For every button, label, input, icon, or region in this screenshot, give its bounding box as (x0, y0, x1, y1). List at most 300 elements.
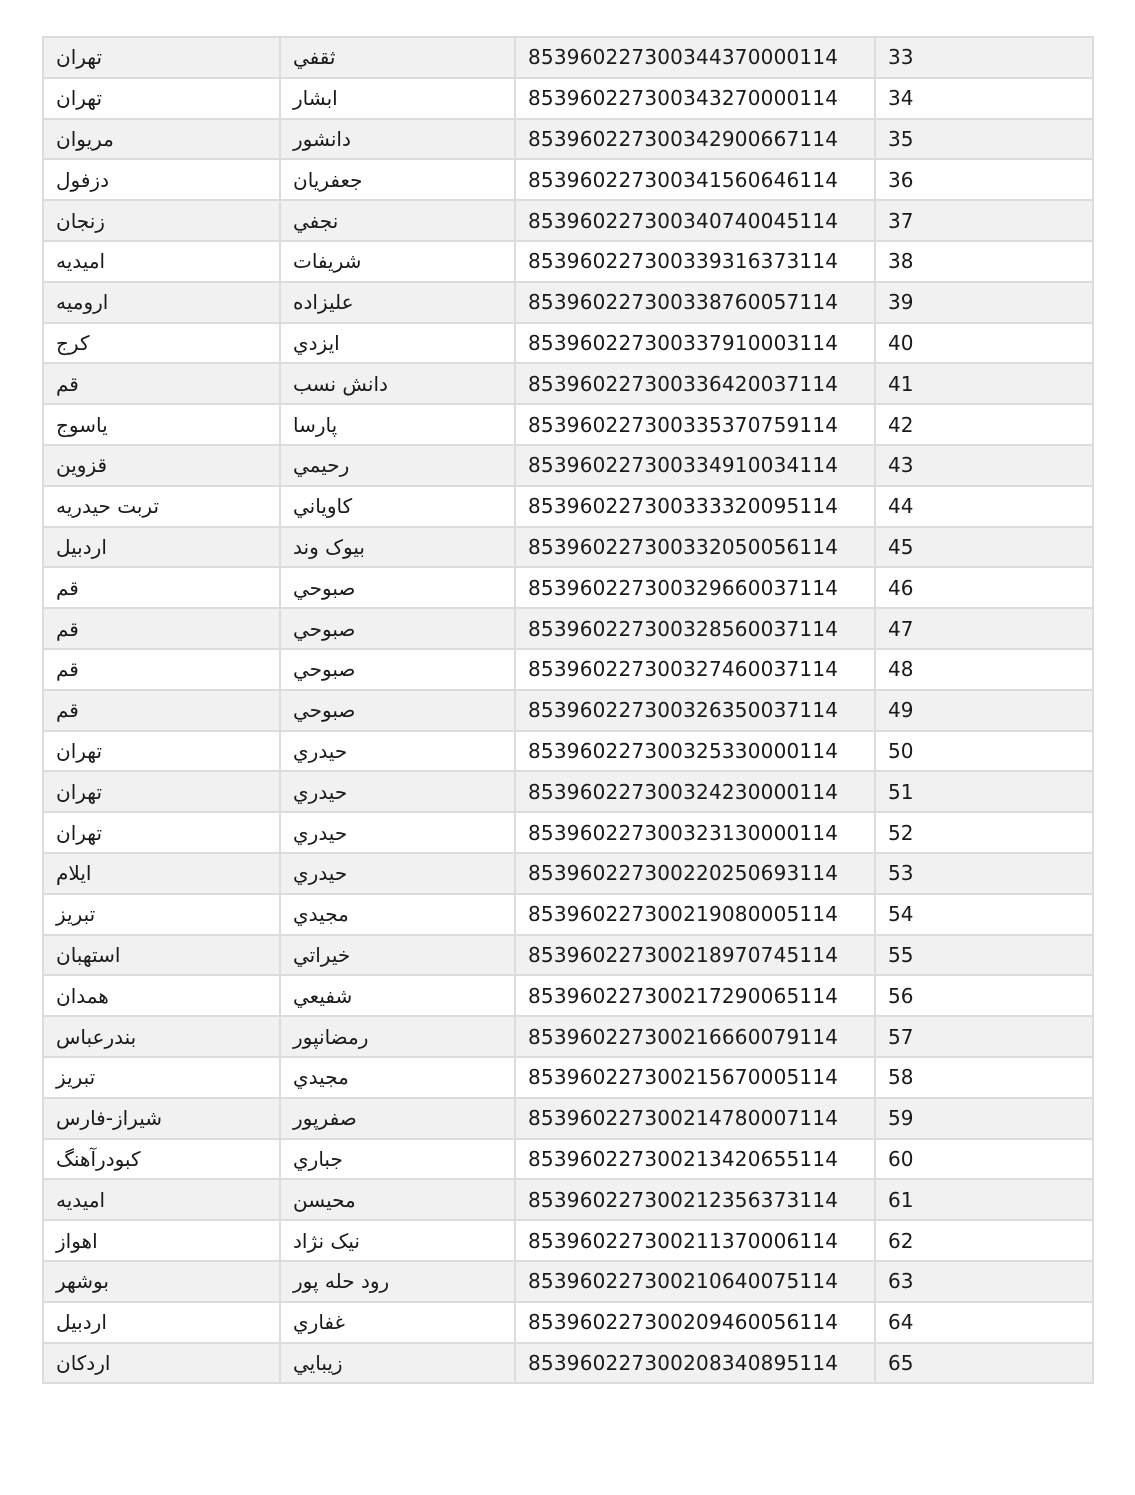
city-cell (43, 935, 280, 976)
name-cell (280, 404, 515, 445)
city-cell-text: قم (56, 657, 79, 682)
code-cell (515, 241, 875, 282)
table-row (43, 323, 1093, 364)
code-cell-text: 853960227300343270000114 (528, 86, 839, 111)
row-number-cell (875, 1139, 1093, 1180)
city-cell (43, 363, 280, 404)
name-cell (280, 1016, 515, 1057)
row-number-cell-text: 51 (888, 779, 914, 804)
name-cell-text: شفيعي (293, 983, 353, 1008)
code-cell (515, 323, 875, 364)
table-row (43, 1057, 1093, 1098)
city-cell-text: ايلام (56, 861, 92, 886)
records-table (42, 36, 1094, 1384)
row-number-cell-text: 58 (888, 1065, 914, 1090)
row-number-cell-text: 61 (888, 1187, 914, 1212)
code-cell-text: 853960227300211370006114 (528, 1228, 839, 1253)
code-cell (515, 527, 875, 568)
code-cell (515, 1057, 875, 1098)
city-cell (43, 690, 280, 731)
code-cell-text: 853960227300218970745114 (528, 942, 839, 967)
code-cell (515, 649, 875, 690)
row-number-cell-text: 40 (888, 330, 914, 355)
row-number-cell (875, 119, 1093, 160)
table-row (43, 935, 1093, 976)
name-cell-text: حيدري (293, 820, 348, 845)
city-cell-text: قم (56, 575, 79, 600)
row-number-cell (875, 323, 1093, 364)
row-number-cell-text: 62 (888, 1228, 914, 1253)
city-cell (43, 649, 280, 690)
code-cell-text: 853960227300338760057114 (528, 290, 839, 315)
city-cell-text: اردكان (56, 1350, 111, 1375)
city-cell (43, 200, 280, 241)
row-number-cell (875, 445, 1093, 486)
name-cell (280, 282, 515, 323)
table-row (43, 1179, 1093, 1220)
code-cell-text: 853960227300335370759114 (528, 412, 839, 437)
city-cell-text: اميديه (56, 1187, 106, 1212)
table-row (43, 1261, 1093, 1302)
name-cell-text: صبوحي (293, 575, 356, 600)
code-cell (515, 78, 875, 119)
row-number-cell (875, 1220, 1093, 1261)
row-number-cell (875, 853, 1093, 894)
city-cell-text: تهران (56, 86, 103, 111)
row-number-cell (875, 1343, 1093, 1384)
name-cell (280, 731, 515, 772)
name-cell-text: خيراتي (293, 942, 351, 967)
name-cell (280, 1139, 515, 1180)
name-cell (280, 527, 515, 568)
name-cell (280, 1179, 515, 1220)
table-row (43, 690, 1093, 731)
name-cell-text: غفاري (293, 1310, 345, 1335)
name-cell-text: محيسن (293, 1187, 356, 1212)
row-number-cell (875, 159, 1093, 200)
city-cell (43, 119, 280, 160)
name-cell (280, 608, 515, 649)
row-number-cell (875, 1016, 1093, 1057)
table-row (43, 649, 1093, 690)
table-row (43, 527, 1093, 568)
code-cell (515, 894, 875, 935)
row-number-cell-text: 54 (888, 902, 914, 927)
code-cell (515, 1139, 875, 1180)
name-cell (280, 200, 515, 241)
row-number-cell (875, 690, 1093, 731)
row-number-cell-text: 46 (888, 575, 914, 600)
name-cell (280, 445, 515, 486)
city-cell (43, 282, 280, 323)
name-cell (280, 1220, 515, 1261)
code-cell (515, 608, 875, 649)
name-cell-text: زيبايي (293, 1350, 343, 1375)
name-cell (280, 853, 515, 894)
code-cell (515, 282, 875, 323)
city-cell-text: قزوين (56, 453, 108, 478)
name-cell (280, 1261, 515, 1302)
row-number-cell (875, 78, 1093, 119)
code-cell-text: 853960227300340740045114 (528, 208, 839, 233)
city-cell-text: اردبيل (56, 534, 107, 559)
row-number-cell-text: 64 (888, 1310, 914, 1335)
name-cell-text: شريفات (293, 249, 362, 274)
code-cell-text: 853960227300341560646114 (528, 167, 839, 192)
row-number-cell (875, 1302, 1093, 1343)
name-cell (280, 567, 515, 608)
row-number-cell (875, 486, 1093, 527)
table-row (43, 404, 1093, 445)
code-cell-text: 853960227300209460056114 (528, 1310, 839, 1335)
city-cell-text: كبودرآهنگ (56, 1146, 141, 1171)
records-table-body (43, 37, 1093, 1383)
name-cell (280, 690, 515, 731)
row-number-cell (875, 894, 1093, 935)
code-cell (515, 404, 875, 445)
name-cell-text: دانشور (293, 126, 351, 151)
name-cell-text: ثقفي (293, 45, 336, 70)
name-cell (280, 119, 515, 160)
code-cell-text: 853960227300332050056114 (528, 534, 839, 559)
name-cell-text: مجيدي (293, 1065, 349, 1090)
city-cell (43, 37, 280, 78)
table-row (43, 241, 1093, 282)
city-cell (43, 1220, 280, 1261)
city-cell-text: تهران (56, 45, 103, 70)
code-cell-text: 853960227300328560037114 (528, 616, 839, 641)
row-number-cell (875, 200, 1093, 241)
city-cell-text: اهواز (56, 1228, 98, 1253)
city-cell (43, 1139, 280, 1180)
name-cell-text: ابشار (293, 86, 338, 111)
city-cell (43, 1016, 280, 1057)
city-cell (43, 1261, 280, 1302)
city-cell (43, 527, 280, 568)
name-cell (280, 363, 515, 404)
code-cell (515, 486, 875, 527)
city-cell (43, 445, 280, 486)
city-cell (43, 486, 280, 527)
row-number-cell-text: 38 (888, 249, 914, 274)
row-number-cell-text: 36 (888, 167, 914, 192)
name-cell-text: نجفي (293, 208, 339, 233)
table-row (43, 78, 1093, 119)
code-cell-text: 853960227300333320095114 (528, 494, 839, 519)
row-number-cell-text: 45 (888, 534, 914, 559)
table-row (43, 486, 1093, 527)
table-row (43, 1220, 1093, 1261)
name-cell (280, 78, 515, 119)
city-cell-text: تهران (56, 820, 103, 845)
row-number-cell-text: 35 (888, 126, 914, 151)
row-number-cell (875, 731, 1093, 772)
row-number-cell-text: 65 (888, 1350, 914, 1375)
city-cell-text: اميديه (56, 249, 106, 274)
code-cell (515, 119, 875, 160)
row-number-cell (875, 771, 1093, 812)
row-number-cell (875, 935, 1093, 976)
name-cell (280, 37, 515, 78)
name-cell (280, 1098, 515, 1139)
code-cell (515, 445, 875, 486)
city-cell-text: تبريز (56, 1065, 96, 1090)
row-number-cell (875, 1261, 1093, 1302)
name-cell-text: بیوک وند (293, 534, 365, 559)
row-number-cell-text: 57 (888, 1024, 914, 1049)
row-number-cell-text: 44 (888, 494, 914, 519)
code-cell (515, 200, 875, 241)
name-cell (280, 935, 515, 976)
row-number-cell-text: 53 (888, 861, 914, 886)
name-cell-text: رحيمي (293, 453, 350, 478)
code-cell (515, 37, 875, 78)
row-number-cell (875, 1098, 1093, 1139)
code-cell-text: 853960227300337910003114 (528, 330, 839, 355)
row-number-cell (875, 241, 1093, 282)
name-cell-text: رود حله پور (293, 1269, 390, 1294)
code-cell-text: 853960227300339316373114 (528, 249, 839, 274)
city-cell (43, 1343, 280, 1384)
code-cell (515, 1016, 875, 1057)
code-cell (515, 159, 875, 200)
city-cell (43, 975, 280, 1016)
city-cell-text: همدان (56, 983, 109, 1008)
name-cell-text: ايزدي (293, 330, 340, 355)
code-cell (515, 1098, 875, 1139)
city-cell (43, 853, 280, 894)
row-number-cell (875, 363, 1093, 404)
table-row (43, 567, 1093, 608)
row-number-cell-text: 48 (888, 657, 914, 682)
code-cell (515, 975, 875, 1016)
row-number-cell (875, 975, 1093, 1016)
row-number-cell (875, 282, 1093, 323)
city-cell-text: بندرعباس (56, 1024, 137, 1049)
row-number-cell (875, 649, 1093, 690)
code-cell (515, 853, 875, 894)
name-cell-text: جعفريان (293, 167, 363, 192)
name-cell (280, 649, 515, 690)
city-cell (43, 1057, 280, 1098)
records-table-container (42, 36, 1092, 1384)
name-cell-text: صفرپور (293, 1106, 357, 1131)
city-cell-text: شيراز-فارس (56, 1106, 162, 1131)
city-cell (43, 241, 280, 282)
code-cell-text: 853960227300220250693114 (528, 861, 839, 886)
name-cell-text: دانش نسب (293, 371, 388, 396)
code-cell-text: 853960227300212356373114 (528, 1187, 839, 1212)
city-cell-text: ياسوج (56, 412, 108, 437)
row-number-cell-text: 59 (888, 1106, 914, 1131)
code-cell-text: 853960227300344370000114 (528, 45, 839, 70)
name-cell-text: حيدري (293, 779, 348, 804)
code-cell (515, 1179, 875, 1220)
table-row (43, 159, 1093, 200)
table-row (43, 119, 1093, 160)
row-number-cell-text: 63 (888, 1269, 914, 1294)
row-number-cell-text: 55 (888, 942, 914, 967)
city-cell (43, 567, 280, 608)
row-number-cell-text: 39 (888, 290, 914, 315)
city-cell-text: زنجان (56, 208, 105, 233)
code-cell-text: 853960227300334910034114 (528, 453, 839, 478)
code-cell (515, 812, 875, 853)
row-number-cell-text: 52 (888, 820, 914, 845)
name-cell-text: صبوحي (293, 616, 356, 641)
code-cell-text: 853960227300219080005114 (528, 902, 839, 927)
city-cell-text: تهران (56, 779, 103, 804)
code-cell (515, 731, 875, 772)
city-cell (43, 78, 280, 119)
row-number-cell (875, 812, 1093, 853)
code-cell-text: 853960227300323130000114 (528, 820, 839, 845)
name-cell (280, 894, 515, 935)
row-number-cell-text: 34 (888, 86, 914, 111)
city-cell-text: قم (56, 698, 79, 723)
table-row (43, 282, 1093, 323)
city-cell-text: قم (56, 371, 79, 396)
table-row (43, 608, 1093, 649)
row-number-cell-text: 33 (888, 45, 914, 70)
name-cell-text: پارسا (293, 412, 338, 437)
city-cell-text: تهران (56, 738, 103, 763)
table-row (43, 731, 1093, 772)
name-cell (280, 486, 515, 527)
table-row (43, 894, 1093, 935)
code-cell-text: 853960227300324230000114 (528, 779, 839, 804)
table-row (43, 812, 1093, 853)
name-cell-text: صبوحي (293, 657, 356, 682)
code-cell (515, 690, 875, 731)
code-cell-text: 853960227300213420655114 (528, 1146, 839, 1171)
code-cell (515, 1302, 875, 1343)
city-cell (43, 1098, 280, 1139)
city-cell (43, 771, 280, 812)
city-cell-text: كرج (56, 330, 90, 355)
row-number-cell-text: 42 (888, 412, 914, 437)
row-number-cell-text: 47 (888, 616, 914, 641)
code-cell-text: 853960227300215670005114 (528, 1065, 839, 1090)
code-cell (515, 935, 875, 976)
name-cell (280, 812, 515, 853)
table-row (43, 1098, 1093, 1139)
code-cell (515, 363, 875, 404)
name-cell (280, 323, 515, 364)
city-cell (43, 1179, 280, 1220)
name-cell (280, 159, 515, 200)
code-cell (515, 1220, 875, 1261)
name-cell (280, 1057, 515, 1098)
name-cell-text: جباري (293, 1146, 343, 1171)
table-row (43, 37, 1093, 78)
city-cell (43, 894, 280, 935)
table-row (43, 1302, 1093, 1343)
city-cell-text: مريوان (56, 126, 114, 151)
table-row (43, 975, 1093, 1016)
code-cell-text: 853960227300208340895114 (528, 1350, 839, 1375)
row-number-cell (875, 404, 1093, 445)
code-cell-text: 853960227300336420037114 (528, 371, 839, 396)
code-cell (515, 1261, 875, 1302)
city-cell-text: استهبان (56, 942, 121, 967)
city-cell-text: دزفول (56, 167, 109, 192)
table-row (43, 1139, 1093, 1180)
table-row (43, 445, 1093, 486)
code-cell-text: 853960227300216660079114 (528, 1024, 839, 1049)
city-cell-text: ارومیه (56, 290, 109, 315)
code-cell (515, 1343, 875, 1384)
city-cell (43, 323, 280, 364)
table-row (43, 853, 1093, 894)
name-cell-text: حيدري (293, 861, 348, 886)
code-cell-text: 853960227300214780007114 (528, 1106, 839, 1131)
name-cell (280, 241, 515, 282)
name-cell (280, 771, 515, 812)
name-cell-text: رمضانپور (293, 1024, 369, 1049)
row-number-cell-text: 37 (888, 208, 914, 233)
city-cell-text: بوشهر (56, 1269, 109, 1294)
code-cell-text: 853960227300325330000114 (528, 738, 839, 763)
name-cell-text: صبوحي (293, 698, 356, 723)
code-cell (515, 771, 875, 812)
row-number-cell (875, 608, 1093, 649)
row-number-cell-text: 50 (888, 738, 914, 763)
table-row (43, 363, 1093, 404)
table-row (43, 771, 1093, 812)
city-cell (43, 731, 280, 772)
name-cell (280, 1343, 515, 1384)
row-number-cell-text: 41 (888, 371, 914, 396)
code-cell (515, 567, 875, 608)
name-cell-text: حيدري (293, 738, 348, 763)
row-number-cell-text: 49 (888, 698, 914, 723)
name-cell (280, 1302, 515, 1343)
city-cell (43, 608, 280, 649)
city-cell (43, 812, 280, 853)
row-number-cell (875, 527, 1093, 568)
table-row (43, 1343, 1093, 1384)
row-number-cell-text: 56 (888, 983, 914, 1008)
row-number-cell (875, 1057, 1093, 1098)
city-cell-text: اردبيل (56, 1310, 107, 1335)
row-number-cell (875, 1179, 1093, 1220)
table-row (43, 1016, 1093, 1057)
city-cell-text: قم (56, 616, 79, 641)
code-cell-text: 853960227300217290065114 (528, 983, 839, 1008)
code-cell-text: 853960227300327460037114 (528, 657, 839, 682)
city-cell (43, 1302, 280, 1343)
name-cell-text: نیک نژاد (293, 1228, 360, 1253)
row-number-cell (875, 37, 1093, 78)
name-cell-text: عليزاده (293, 290, 354, 315)
city-cell (43, 159, 280, 200)
row-number-cell-text: 43 (888, 453, 914, 478)
code-cell-text: 853960227300329660037114 (528, 575, 839, 600)
city-cell-text: تبريز (56, 902, 96, 927)
code-cell-text: 853960227300326350037114 (528, 698, 839, 723)
city-cell (43, 404, 280, 445)
row-number-cell-text: 60 (888, 1146, 914, 1171)
name-cell-text: مجيدي (293, 902, 349, 927)
code-cell-text: 853960227300210640075114 (528, 1269, 839, 1294)
code-cell-text: 853960227300342900667114 (528, 126, 839, 151)
city-cell-text: تربت حيدريه (56, 494, 160, 519)
name-cell-text: كاوياني (293, 494, 353, 519)
name-cell (280, 975, 515, 1016)
table-row (43, 200, 1093, 241)
row-number-cell (875, 567, 1093, 608)
